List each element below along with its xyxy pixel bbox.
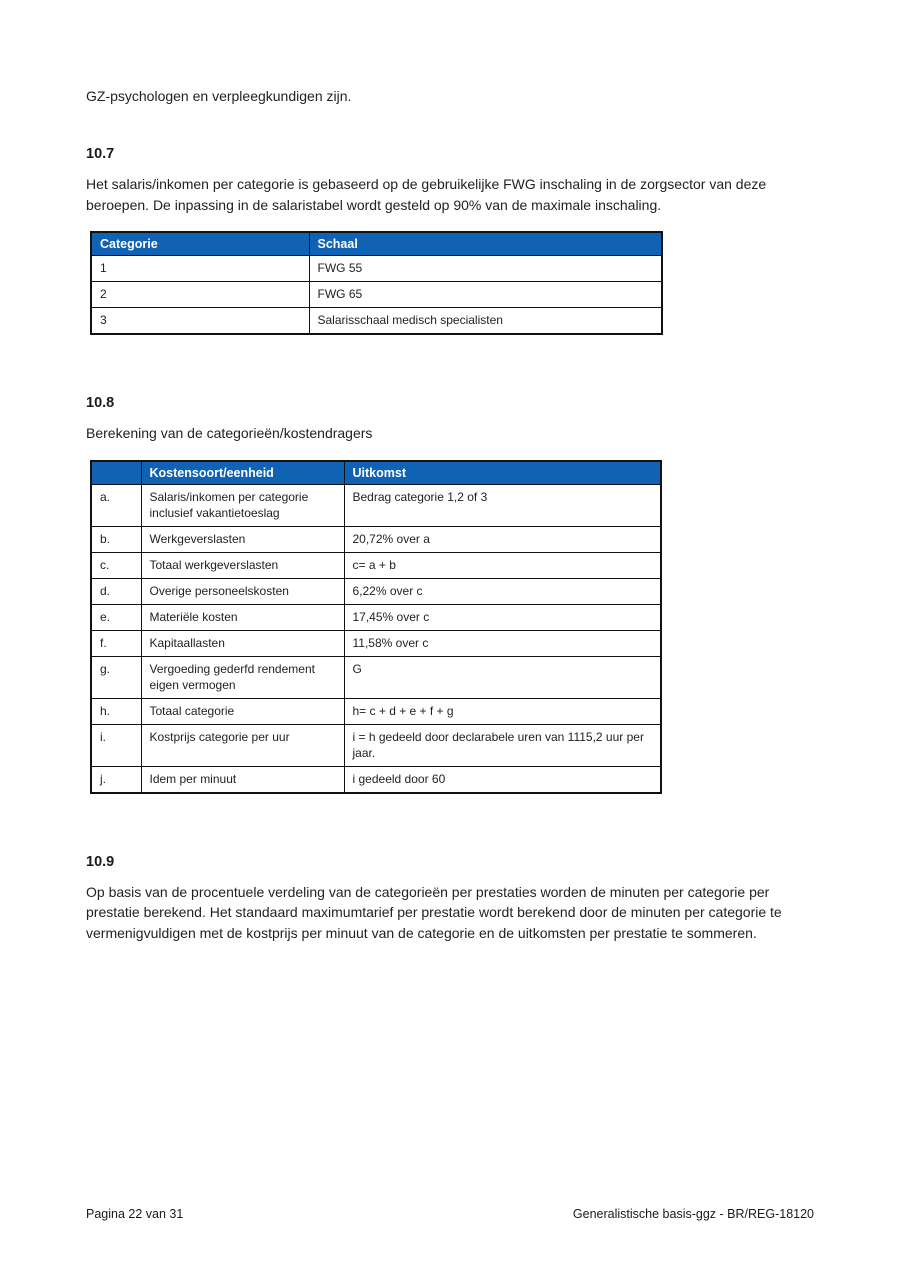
table-cell: f. [91,630,141,656]
table-row [91,604,661,630]
section-body-10-8: Berekening van de categorieën/kostendragers [86,425,373,441]
table-cell: Idem per minuut [141,766,344,793]
table-row [91,256,662,282]
section-10-9 [86,854,816,944]
spacer [86,794,816,854]
table-cell: 17,45% over c [344,604,661,630]
table-row [91,308,662,335]
table-row [91,282,662,308]
table-cell: d. [91,578,141,604]
table-cell: 20,72% over a [344,526,661,552]
section-heading-10-7: 10.7 [86,146,115,162]
table-cell: Kapitaallasten [141,630,344,656]
table-cell: e. [91,604,141,630]
table-row [91,484,661,526]
table-header-categorie: Categorie [91,232,309,256]
section-10-7 [86,146,816,335]
table-row [91,656,661,698]
table-cell: h= c + d + e + f + g [344,698,661,724]
table-header-row [91,461,661,485]
table-cell: G [344,656,661,698]
table-cell: FWG 55 [309,256,662,282]
table-cell: c. [91,552,141,578]
table-header-empty [91,461,141,485]
table-cell: Bedrag categorie 1,2 of 3 [344,484,661,526]
table-cell: g. [91,656,141,698]
footer-page-number: Pagina 22 van 31 [86,1207,184,1221]
table-cell: Salarisschaal medisch specialisten [309,308,662,335]
table-row [91,552,661,578]
table-cell: Vergoeding gederfd rendement eigen vermogen [141,656,344,698]
table-cell: Kostprijs categorie per uur [141,724,344,766]
table-cell: i = h gedeeld door declarabele uren van 1115,2 uur per jaar. [344,724,661,766]
section-heading-10-8: 10.8 [86,395,115,411]
table-row [91,578,661,604]
table-row [91,630,661,656]
kostendragers-table [90,460,662,794]
table-cell: a. [91,484,141,526]
table-cell: h. [91,698,141,724]
table-cell: FWG 65 [309,282,662,308]
table-cell: b. [91,526,141,552]
section-heading-10-9: 10.9 [86,853,115,870]
table-cell: Overige personeelskosten [141,578,344,604]
table-cell: Totaal categorie [141,698,344,724]
table-cell: c= a + b [344,552,661,578]
table-cell: 3 [91,308,309,335]
table-header-schaal: Schaal [309,232,662,256]
intro-paragraph: GZ-psychologen en verpleegkundigen zijn. [86,88,352,104]
table-row [91,698,661,724]
section-10-8 [86,395,816,794]
table-header-row [91,232,662,256]
page-footer [86,1207,814,1221]
table-cell: i. [91,724,141,766]
table-cell: Totaal werkgeverslasten [141,552,344,578]
table-header-kostensoort: Kostensoort/eenheid [141,461,344,485]
spacer [86,335,816,395]
table-row [91,724,661,766]
table-cell: 11,58% over c [344,630,661,656]
page-content [86,86,816,959]
table-cell: Salaris/inkomen per categorie inclusief vakantietoeslag [141,484,344,526]
table-row [91,526,661,552]
categorie-schaal-table [90,231,663,335]
section-body-10-9: Op basis van de procentuele verdeling van de categorieën per prestaties worden de minuten per categorie per prestatie berekend. Het standaard maximumtarief per prestatie wordt berekend door de minuten per categorie te vermenigvuldigen met de kostprijs per minuut van de categorie en de uitkomsten per prestatie te sommeren. [86,883,782,941]
table-cell: Materiële kosten [141,604,344,630]
table-cell: j. [91,766,141,793]
table-cell: i gedeeld door 60 [344,766,661,793]
table-cell: 1 [91,256,309,282]
table-header-uitkomst: Uitkomst [344,461,661,485]
table-cell: 6,22% over c [344,578,661,604]
table-row [91,766,661,793]
section-body-10-7: Het salaris/inkomen per categorie is gebaseerd op de gebruikelijke FWG inschaling in de zorgsector van deze beroepen. De inpassing in de salaristabel wordt gesteld op 90% van de maximale inschaling. [86,176,767,213]
table-cell: 2 [91,282,309,308]
table-cell: Werkgeverslasten [141,526,344,552]
footer-document-title: Generalistische basis-ggz - BR/REG-18120 [572,1207,814,1221]
